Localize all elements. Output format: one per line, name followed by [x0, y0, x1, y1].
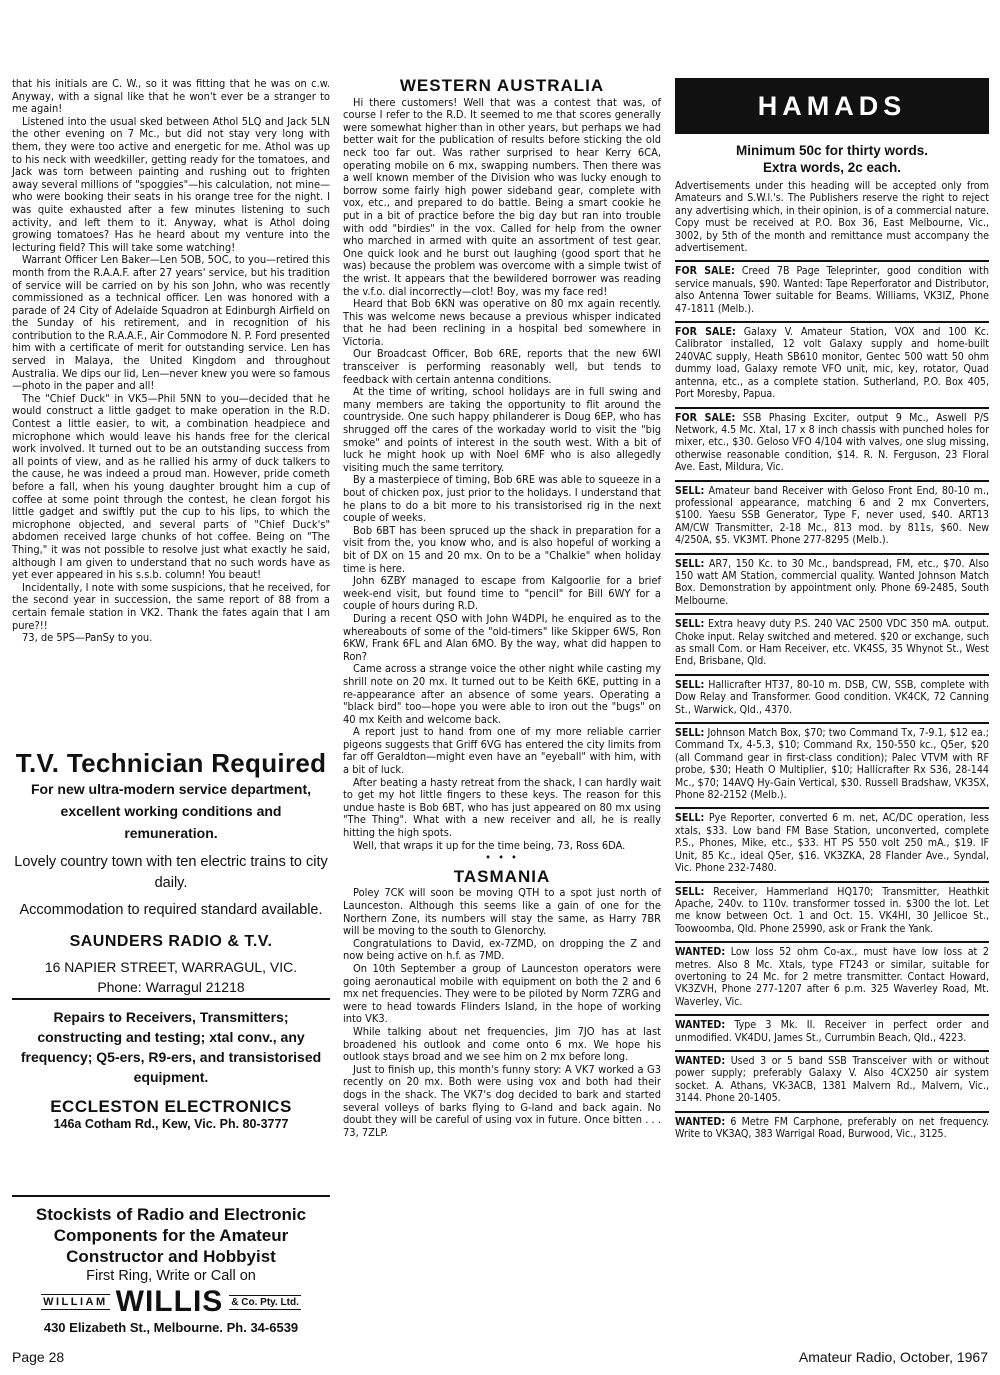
classified-ad: [675, 1111, 989, 1141]
classified-ad: [675, 881, 989, 936]
divider: [12, 1195, 330, 1197]
classified-ad-text: Creed 7B Page Teleprinter, good condition with service manuals, $90. Wanted: Tape Reperforator and Distributor, also Antenna Tower suitable for Beams. Williams, VK3IZ, Phone 47-1811 (Melb.).: [675, 265, 989, 315]
column-state-notes: [343, 78, 661, 1139]
classified-ad-lead: FOR SALE:: [675, 265, 735, 278]
paragraph: Our Broadcast Officer, Bob 6RE, reports that the new 6WI transceiver is performing reasonably well, but tends to feedback with certain antenna conditions.: [343, 347, 661, 386]
ad-company: ECCLESTON ELECTRONICS: [50, 1097, 292, 1116]
hamads-column: [675, 78, 989, 1140]
publication-line: Amateur Radio, October, 1967: [798, 1349, 988, 1365]
ad-headline: T.V. Technician Required: [15, 748, 327, 778]
classified-ad: [675, 553, 989, 608]
classified-ad: [675, 260, 989, 315]
ad-address: 146a Cotham Rd., Kew, Vic. Ph. 80-3777: [53, 1117, 289, 1131]
classified-ad-text: Receiver, Hammerland HQ170; Transmitter, Heathkit Apache, 240v. to 110v. transformer tossed in. $300 the lot. Let me know between Oct. 1 and Oct. 15. VK4HI, 30 Jellicoe St., Toowoomba, Qld. Phone 25990, ask or Frank the Yank.: [675, 885, 989, 935]
willis-logo: [12, 1287, 330, 1317]
logo-left: WILLIAM: [43, 1296, 108, 1308]
paragraph: 73, de 5PS—PanSy to you.: [22, 631, 153, 645]
hamads-rate: [675, 142, 989, 176]
hamads-intro: Advertisements under this heading will be accepted only from Amateurs and S.W.l.'s. The Publishers reserve the right to reject any advertising which, in their opinion, is of a commercial nature. Copy must be received at P.O. Box 36, East Melbourne, Vic., 3002, by 5th of the month and remittance must accompany the advertisement.: [675, 180, 989, 255]
classified-ad-text: Low loss 52 ohm Co-ax., must have low loss at 2 metres. Also 8 Mc. Xtals, type FT243 or similar, suitable for overtoning to 24 Mc. for 2 metre transmitter. Contact Howard, VK3ZVH, Phone 277-1207 after 6 p.m. 325 Waverley Road, Mt. Waverley, Vic.: [675, 946, 989, 1008]
tv-technician-ad: [12, 748, 330, 997]
classified-ad: [675, 941, 989, 1008]
paragraph: On 10th September a group of Launceston operators were going aeronautical mobile with equipment on both the 2 and 6 mx net frequencies. They were to be piloted by Norm 7ZRG and were to head towards Flinders Island, in the hope of working into VK3.: [343, 961, 661, 1026]
page-number: Page 28: [12, 1349, 65, 1365]
ad-text: First Ring, Write or Call on: [86, 1268, 256, 1284]
classified-ad-text: Extra heavy duty P.S. 240 VAC 2500 VDC 350 mA. output. Choke input. Relay switched and metered. $20 or exchange, such as small Com. or Ham Receiver, etc. VK4SS, 35 Whynot St., West End, Brisbane, Qld.: [675, 618, 989, 668]
paragraph: Congratulations to David, ex-7ZMD, on dropping the Z and now being active on h.f. as 7MD.: [343, 936, 661, 963]
classified-ad: [675, 321, 989, 400]
classified-ad-lead: SELL:: [675, 484, 705, 497]
paragraph: The "Chief Duck" in VK5—Phil 5NN to you—decided that he would construct a little gadget to make operation in the R.D. Contest a little easier, to wit, a combination headpiece and microphone which would leave his hands free for the clerical work involved. It turned out to be an outstanding success from all points of view, and as he rallied his army of duck talkers to the cause, he was indeed a proud man. However, pride cometh before a fall, when his young daughter brought him a cup of coffee at some point through the contest, he clean forgot his little gadget and swiftly put the cup to his lips, to which the microphone objected, and several parts of "Chief Duck's" abdomen received large chunks of hot coffee. Being on "The Thing," it was not possible to resolve just what exactly he said, although I am given to understand that no such words have as yet ever appeared in his s.s.b. column! You beaut!: [12, 391, 330, 582]
ad-headline: Stockists of Radio and Electronic Components for the Amateur Constructor and Hobbyist: [35, 1205, 307, 1266]
paragraph: A report just to hand from one of my more reliable carrier pigeons suggests that Griff 6VG has entered the city limits from far off Geraldton—might even have an "eyeball" with him, with a bit of luck.: [343, 725, 661, 777]
classified-ad: [675, 407, 989, 474]
paragraph: that his initials are C. W., so it was fitting that he was on c.w. Anyway, with a signal like that he won't ever be a stranger to me again!: [12, 77, 330, 116]
ad-phone: Phone: Warragul 21218: [97, 979, 245, 995]
paragraph: By a masterpiece of timing, Bob 6RE was able to squeeze in a bout of chicken pox, just prior to the holidays. I understand that he plans to do a bit more to his transistorised rig in the next couple of weeks.: [343, 473, 661, 525]
classified-ad-lead: WANTED:: [675, 1054, 726, 1067]
classified-ad-lead: SELL:: [675, 812, 705, 825]
classified-ad-lead: WANTED:: [675, 946, 726, 959]
classified-ad-lead: SELL:: [675, 678, 705, 691]
ad-address: 430 Elizabeth St., Melbourne. Ph. 34-6539: [43, 1320, 299, 1335]
classified-ad-text: Galaxy V. Amateur Station, VOX and 100 Kc. Calibrator installed, 12 volt Galaxy supply and home-built 240VAC supply, Heath SB610 monitor, Gentec 500 watt 50 ohm dummy load, Galaxy remote VFO unit, mic, key, rotator, Quad antenna, etc., as a complete station. Sutherland, P.O. Box 405, Port Moresby, Papua.: [675, 326, 989, 401]
logo-main: WILLIS: [115, 1285, 224, 1318]
classified-ad: [675, 807, 989, 874]
classified-ad-lead: SELL:: [675, 885, 705, 898]
ad-lead: For new ultra-modern service department, excellent working conditions and remuneration.: [30, 781, 312, 841]
paragraph: Listened into the usual sked between Athol 5LQ and Jack 5LN the other evening on 7 Mc., but did not stay very long with them, they were too active and energetic for me. Athol was up to his neck with weedkiller, getting ready for the tomatoes, and Jack was torn between painting and rushing out to frighten away several millions of "spoggies"—his calculation, not mine—who were booking their seats in his orange tree for the night. I was quite exhausted after a few minutes listening to such activity, and left them to it. Anyway, what is Athol doing growing tomatoes? Has he heard about my venture into the lecturing field? This will take some watching!: [12, 114, 330, 254]
paragraph: Well, that wraps it up for the time being, 73, Ross 6DA.: [353, 838, 626, 852]
willis-ad: [12, 1204, 330, 1335]
paragraph: Incidentally, I note with some suspicions, that he received, for the second year in succession, the same report of 88 from a certain female station in VK2. Thank the fates again that I am pure?!!: [12, 580, 330, 632]
rate-line: Extra words, 2c each.: [762, 160, 902, 175]
paragraph: Poley 7CK will soon be moving QTH to a spot just north of Launceston. Although this seems like a gain of one for the Northern Zone, its numbers will stay the same, as Harry 7BR will be moving to the south to Glenorchy.: [343, 886, 661, 938]
classified-ad: [675, 613, 989, 668]
classified-ad-lead: SELL:: [675, 557, 705, 570]
classified-ad: [675, 480, 989, 547]
classified-ad-lead: SELL:: [675, 618, 705, 631]
paragraph: Hi there customers! Well that was a contest that was, of course I refer to the R.D. It seemed to me that scores generally were somewhat higher than in other years, but perhaps we had better wait for the publication of results before sticking the old neck too far out. Was rather surprised to hear Kerry 6CA, operating mobile on 6 mx, swapping numbers. Then there was a well known member of the Division who was lucky enough to borrow some fairly high power sideband gear, complete with vox, etc., and prepared to do battle. Being a smart cookie he put in a bit of practice before the big day but ran into trouble with odd "birdies" in the vox. Called for help from the owner who marched in armed with quite an assortment of test gear. One quick look and he burst out laughing (good sport that he was) because the problem was overcome with a simple twist of the wrist. It appears that the bewildered borrower was reading the v.f.o. dial incorrectly—clot! Boy, was my face red!: [343, 95, 661, 298]
ad-company: SAUNDERS RADIO & T.V.: [69, 933, 273, 950]
hamads-list: [675, 260, 989, 1140]
classified-ad-text: SSB Phasing Exciter, output 9 Mc., Aswell P/S Network, 4.5 Mc. Xtal, 17 x 8 inch chassis with punched holes for mixer, etc., $30. Geloso VFO 4/104 with valves, one slug missing, otherwise reasonable condition, $14. R. N. Ferguson, 23 Floral Ave. East, Mildura, Vic.: [675, 411, 989, 474]
paragraph: Just to finish up, this month's funny story: A VK7 worked a G3 recently on 20 mx. Both were using vox and both had their dogs in the shack. The VK7's dog decided to bark and started several volleys of barks flying to G-land and back again. No doubt they will be careful of using vox in future. Once bitten . . . 73, 7ZLP.: [343, 1062, 661, 1139]
classified-ad-lead: WANTED:: [675, 1115, 726, 1128]
classified-ad-lead: FOR SALE:: [675, 411, 736, 424]
ad-text: Repairs to Receivers, Transmitters; constructing and testing; xtal conv., any frequency; Q5-ers, R9-ers, and transistorised equipment.: [20, 1009, 322, 1085]
section-title-wa: WESTERN AUSTRALIA: [399, 76, 605, 95]
paragraph: Warrant Officer Len Baker—Len 5OB, 5OC, to you—retired this month from the R.A.A.F. after 27 years' service, but his tradition of service will be carried on by his son John, who was recently commissioned as a technical officer. Len was honored with a parade of 24 City of Adelaide Squadron at Edinburgh Airfield on the Sunday of his retirement, and in recognition of his contribution to the R.A.A.F., Air Commodore N. P. Ford presented him with a certificate of merit for outstanding service. Len has served in Malaya, the United Kingdom and throughout Australia. We dips our lid, Len—never knew you were so famous—photo in the paper and all!: [12, 253, 330, 393]
classified-ad-text: Johnson Match Box, $70; two Command Tx, 7-9.1, $12 ea.; Command Tx, 4-5.3, $10; Command Rx, 150-550 kc., Q5er, $20 (all Command gear in first-class condition); Palec VTVM with RF probe, $30; Heath O Multiplier, $10; Hallicrafter Rx S36, 28-144 Mc., $70; 14AVQ Hy-Gain Vertical, $30. Russell Bradshaw, VK3SX, Phone 82-2152 (Melb.).: [675, 727, 989, 802]
paragraph: After beating a hasty retreat from the shack, I can hardly wait to get my hot little fingers to these keys. The reason for this undue haste is Bob 6BT, who has just appeared on 80 mx using "The Thing". What with a new receiver and all, he is really hitting the high spots.: [343, 775, 661, 840]
paragraph: Heard that Bob 6KN was operative on 80 mx again recently. This was welcome news because a previous whisper indicated that he had been reclining in a hospital bed somewhere in Victoria.: [343, 297, 661, 348]
classified-ad-text: Used 3 or 5 band SSB Transceiver with or without power supply; preferably Galaxy V. Also 4CX250 air system socket. A. Athans, VK-3ACB, 1381 Malvern Rd., Malvern, Vic., 3144. Phone 20-1405.: [675, 1054, 989, 1105]
eccleston-ad: [12, 1007, 330, 1131]
divider: [12, 998, 330, 1000]
paragraph: At the time of writing, school holidays are in full swing and many members are taking the opportunity to flit around the countryside. One such happy philanderer is Doug 6EP, who has shrugged off the cares of the workaday world to visit the "big smoke" and points of interest in the south west. With a bit of luck he might hook up with Noel 6MF who is also allegedly visiting much the same territory.: [343, 385, 661, 474]
classified-ad-lead: SELL:: [675, 727, 705, 740]
hamads-title: HAMADS: [675, 78, 989, 134]
section-separator: • • •: [485, 851, 519, 865]
paragraph: Came across a strange voice the other night while casting my shrill note on 20 mx. It turned out to be Keith 6KE, putting in a re-appearance after an absence of some years. Operating a "black bird" too—hope you were able to iron out the "bugs" on 40 mx Keith and welcome back.: [343, 662, 661, 726]
classified-ad-lead: FOR SALE:: [675, 326, 736, 339]
ad-address: 16 NAPIER STREET, WARRAGUL, VIC.: [44, 959, 298, 975]
ad-text: Lovely country town with ten electric trains to city daily.: [14, 854, 328, 891]
paragraph: During a recent QSO with John W4DPI, he enquired as to the whereabouts of some of the "old-timers" like Skipper 6WS, Ron 6KW, Frank 6FL and Alan 6MO. By the way, what did happen to Ron?: [343, 611, 661, 663]
classified-ad: [675, 674, 989, 716]
rate-line: Minimum 50c for thirty words.: [735, 143, 929, 158]
classified-ad-text: Amateur band Receiver with Geloso Front End, 80-10 m., professional appearance, matching 6 and 2 mx Converters, $100. Yaesu SSB Generator, Type F, never used, $40. ART13 AM/CW Transmitter, 2-18 Mc., 813 mod. by 811s, $60. New 4/250A, $5. VK3MT. Phone 277-8295 (Melb.).: [675, 484, 989, 547]
classified-ad-text: Type 3 Mk. II. Receiver in perfect order and unmodified. VK4DU, James St., Currumbin Beach, Qld., 4223.: [675, 1019, 990, 1044]
paragraph: John 6ZBY managed to escape from Kalgoorlie for a brief week-end visit, but found time to "pencil" for Bill 6WY for a couple of hours during R.D.: [343, 574, 661, 613]
ad-text: Accommodation to required standard available.: [19, 902, 323, 918]
classified-ad-text: AR7, 150 Kc. to 30 Mc., bandspread, FM, etc., $70. Also 150 watt AM Station, commercial quality. Wanted Johnson Match Box. Demonstration by appointment only. Phone 69-2485, South Melbourne.: [675, 557, 990, 607]
classified-ad: [675, 1050, 989, 1105]
classified-ad: [675, 722, 989, 801]
column-sa-notes: [12, 78, 330, 645]
logo-right: & Co. Pty. Ltd.: [231, 1296, 299, 1308]
classified-ad-lead: WANTED:: [675, 1019, 726, 1032]
paragraph: Bob 6BT has been spruced up the shack in preparation for a visit from the, you know who, and is also hopeful of working a bit of DX on 15 and 20 mx. On to be a "Chalkie" when holiday time is here.: [343, 523, 661, 575]
classified-ad: [675, 1014, 989, 1044]
classified-ad-text: 6 Metre FM Carphone, preferably on net frequency. Write to VK3AQ, 383 Warrigal Road, Burwood, Vic., 3125.: [675, 1115, 989, 1140]
classified-ad-text: Pye Reporter, converted 6 m. net, AC/DC operation, less xtals, $33. Low band FM Base Station, unconverted, complete P.S., Phones, Mike, etc., $33. HT PS 550 volt 250 mA., $19. IF Unit, 85 Kc., ideal Q5er, $16. VK3ZKA, 28 Flander Ave., Syndal, Vic. Phone 232-7480.: [675, 812, 990, 875]
classified-ad-text: Hallicrafter HT37, 80-10 m. DSB, CW, SSB, complete with Dow Relay and Transformer. Good condition. VK4CK, 72 Canning St., Warwick, Qld., 4370.: [675, 678, 989, 716]
paragraph: While talking about net frequencies, Jim 7JO has at last broadened his outlook and come onto 6 mx. We hope his outlook stays broad and we see him on 2 mx before long.: [343, 1024, 661, 1064]
section-title-tas: TASMANIA: [453, 866, 551, 886]
